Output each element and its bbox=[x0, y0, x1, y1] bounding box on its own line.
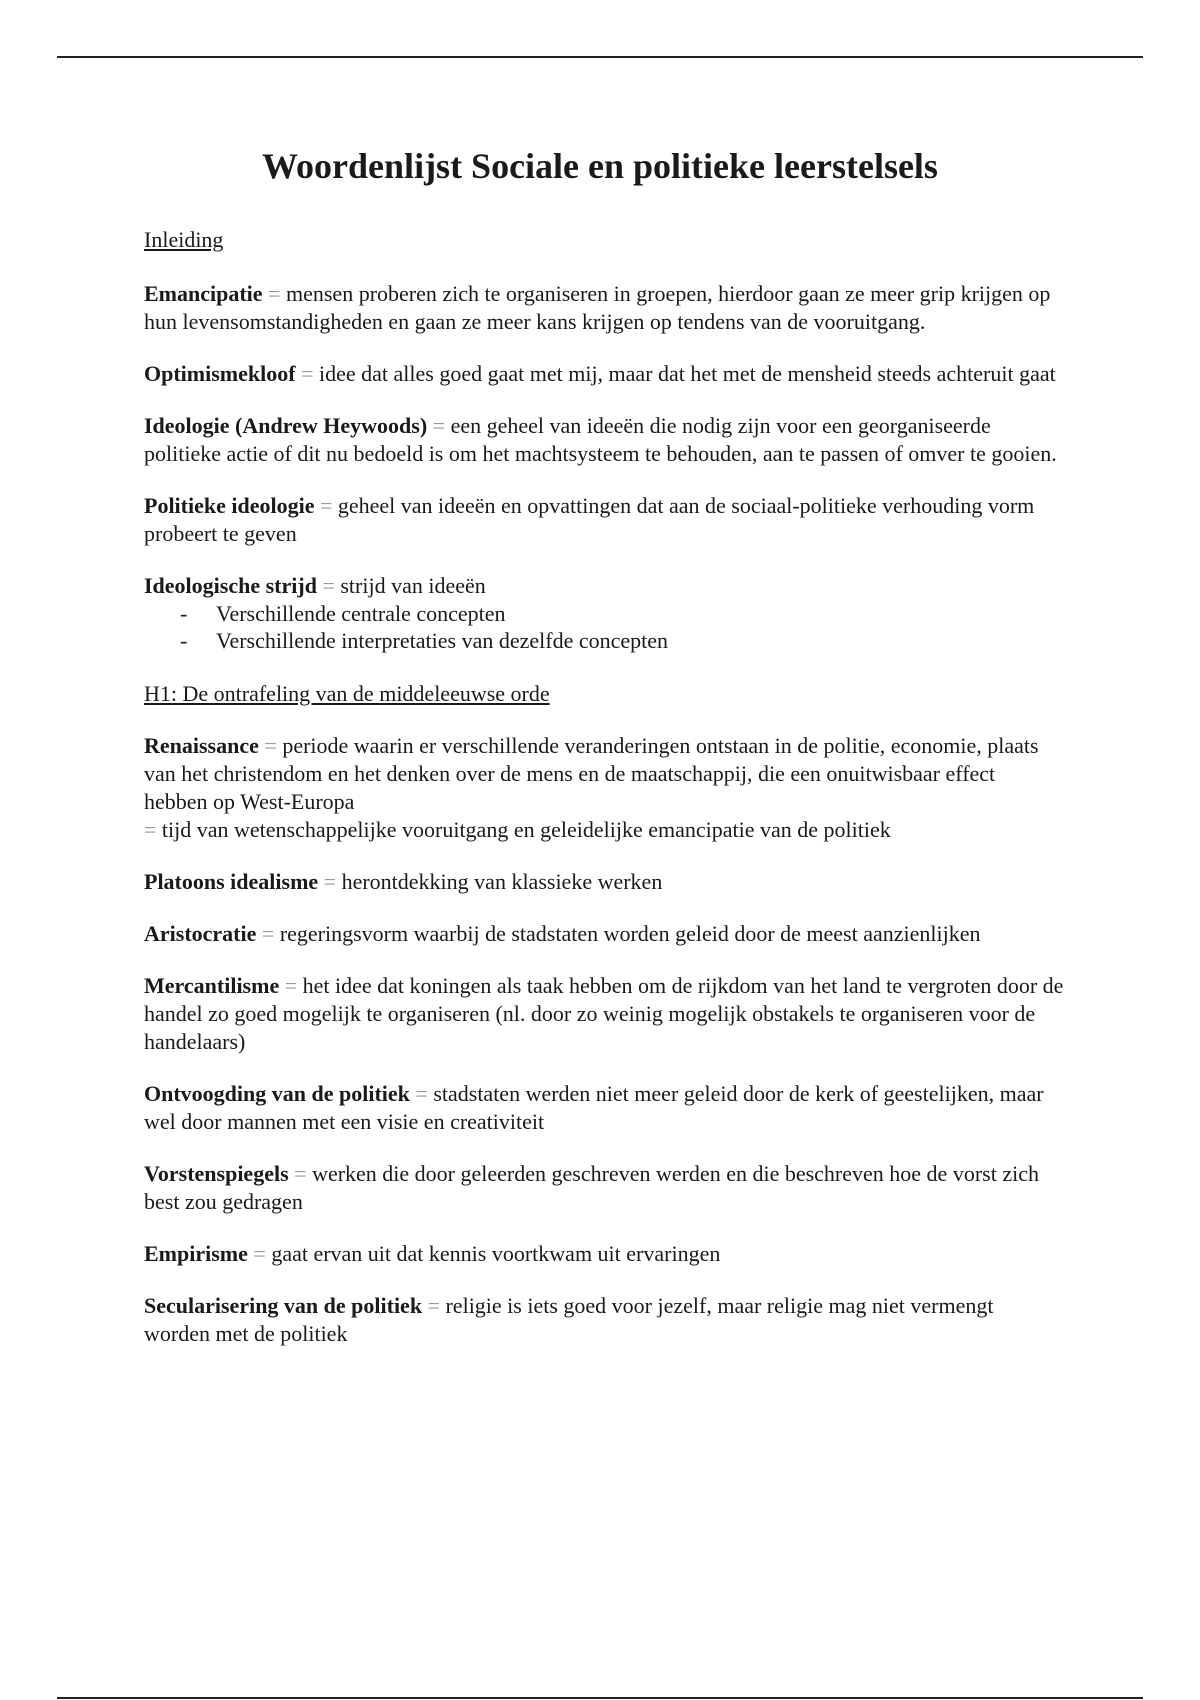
entry-definition: het idee dat koningen als taak hebben om de rijkdom van het land te vergroten door de handel zo goed mogelijk te organiseren (nl. door zo weinig mogelijk obstakels te organiseren voor de handelaars) bbox=[144, 973, 1064, 1054]
entry-term: Platoons idealisme bbox=[144, 869, 319, 894]
entry-term: Empirisme bbox=[144, 1241, 248, 1266]
glossary-entry bbox=[144, 1160, 1064, 1216]
entry-term: Renaissance bbox=[144, 733, 259, 758]
glossary-entry bbox=[144, 1080, 1064, 1136]
document-page bbox=[144, 140, 1064, 1348]
glossary-entry bbox=[144, 1240, 1064, 1268]
equals-sign: = bbox=[415, 1081, 428, 1106]
glossary-entry bbox=[144, 360, 1064, 388]
entry-term: Ideologie (Andrew Heywoods) bbox=[144, 413, 428, 438]
equals-sign: = bbox=[253, 1241, 266, 1266]
glossary-entry bbox=[144, 280, 1064, 336]
entry-definition: een geheel van ideeën die nodig zijn voor een georganiseerde politieke actie of dit nu bedoeld is om het machtsysteem te behouden, aan te passen of omver te gooien. bbox=[144, 413, 1057, 466]
equals-sign: = bbox=[144, 817, 157, 842]
entry-definition: geheel van ideeën en opvattingen dat aan de sociaal-politieke verhouding vorm probeert te geven bbox=[144, 493, 1035, 546]
entry-definition-extra: tijd van wetenschappelijke vooruitgang en geleidelijke emancipatie van de politiek bbox=[156, 817, 891, 842]
bullet-list bbox=[144, 600, 1064, 654]
glossary-entry bbox=[144, 868, 1064, 896]
entry-definition: periode waarin er verschillende veranderingen ontstaan in de politie, economie, plaats van het christendom en het denken over de mens en de maatschappij, die een onuitwisbaar effect hebben op West-Europa bbox=[144, 733, 1039, 814]
glossary-entry bbox=[144, 1292, 1064, 1348]
entry-term: Ideologische strijd bbox=[144, 573, 317, 598]
bottom-rule bbox=[57, 1697, 1143, 1699]
top-rule bbox=[57, 56, 1143, 58]
equals-sign: = bbox=[264, 733, 277, 758]
entry-definition: strijd van ideeën bbox=[334, 573, 486, 598]
equals-sign: = bbox=[319, 493, 333, 518]
entry-term: Vorstenspiegels bbox=[144, 1161, 289, 1186]
equals-sign: = bbox=[284, 973, 298, 998]
list-item: - Verschillende interpretaties van dezelfde concepten bbox=[180, 628, 668, 653]
equals-sign: = bbox=[294, 1161, 307, 1186]
glossary-entry bbox=[144, 412, 1064, 468]
entry-term: Mercantilisme bbox=[144, 973, 280, 998]
list-item: - Verschillende centrale concepten bbox=[180, 601, 506, 626]
entry-term: Emancipatie bbox=[144, 281, 263, 306]
entry-term: Politieke ideologie bbox=[144, 493, 315, 518]
document-title: Woordenlijst Sociale en politieke leerstelsels bbox=[262, 146, 938, 186]
entry-definition: herontdekking van klassieke werken bbox=[336, 869, 663, 894]
glossary-entry bbox=[144, 972, 1064, 1056]
entry-term: Secularisering van de politiek bbox=[144, 1293, 423, 1318]
entry-definition: regeringsvorm waarbij de stadstaten worden geleid door de meest aanzienlijken bbox=[274, 921, 981, 946]
equals-sign: = bbox=[322, 573, 335, 598]
entry-term: Optimismekloof bbox=[144, 361, 296, 386]
equals-sign: = bbox=[323, 869, 337, 894]
entry-term: Ontvoogding van de politiek bbox=[144, 1081, 410, 1106]
equals-sign: = bbox=[427, 1293, 440, 1318]
entry-definition: gaat ervan uit dat kennis voortkwam uit ervaringen bbox=[265, 1241, 721, 1266]
entry-definition: werken die door geleerden geschreven werden en die beschreven hoe de vorst zich best zou gedragen bbox=[144, 1161, 1039, 1214]
glossary-entry bbox=[144, 572, 1064, 600]
section-heading-h1: H1: De ontrafeling van de middeleeuwse orde bbox=[144, 681, 550, 706]
entry-term: Aristocratie bbox=[144, 921, 257, 946]
glossary-entry bbox=[144, 492, 1064, 548]
entry-definition: mensen proberen zich te organiseren in groepen, hierdoor gaan ze meer grip krijgen op hun levensomstandigheden en gaan ze meer kans krijgen op tendens van de vooruitgang. bbox=[144, 281, 1051, 334]
glossary-entry bbox=[144, 920, 1064, 948]
entry-definition: stadstaten werden niet meer geleid door de kerk of geestelijken, maar wel door mannen met een visie en creativiteit bbox=[144, 1081, 1044, 1134]
equals-sign: = bbox=[261, 921, 275, 946]
equals-sign: = bbox=[301, 361, 314, 386]
glossary-entry bbox=[144, 732, 1064, 844]
entry-definition: idee dat alles goed gaat met mij, maar dat het met de mensheid steeds achteruit gaat bbox=[313, 361, 1056, 386]
equals-sign: = bbox=[432, 413, 446, 438]
equals-sign: = bbox=[268, 281, 281, 306]
section-heading-inleiding: Inleiding bbox=[144, 227, 224, 252]
entry-definition: religie is iets goed voor jezelf, maar religie mag niet vermengt worden met de politiek bbox=[144, 1293, 994, 1346]
